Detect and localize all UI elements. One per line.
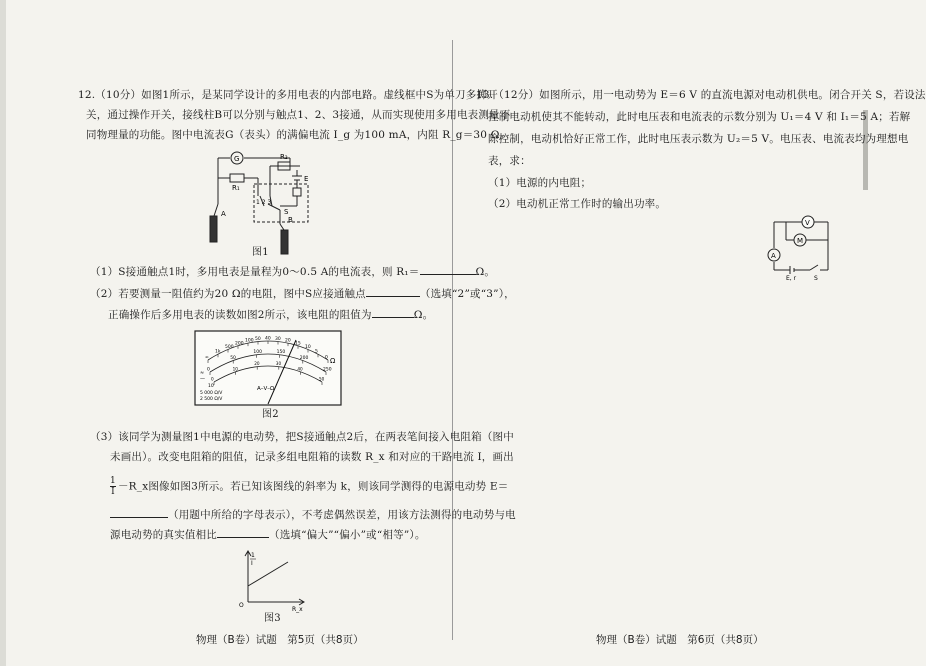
fig3-x-label: R_x: [292, 606, 303, 613]
q13-circuit-figure: [764, 212, 836, 282]
fig2-spec1: 5 000 Ω/V: [200, 391, 223, 396]
fig1-e-label: E: [304, 175, 309, 183]
q12-part2b-text: 正确操作后多用电表的读数如图2所示，该电阻的阻值为: [108, 309, 372, 321]
q13-source-label: E, r: [786, 275, 797, 282]
ohm-scale-label: 5: [315, 349, 318, 355]
figure-3-graph: [236, 548, 308, 614]
ohm-scale-label: 10: [305, 344, 311, 350]
q13-voltmeter-label: V: [805, 219, 810, 227]
q13-line3: 除控制，电动机恰好正常工作，此时电压表示数为 U₂＝5 V。电压表、电流表均为理想电: [488, 133, 909, 145]
q12-part3b: 未画出）。改变电阻箱的阻值，记录多组电阻箱的读数 R_x 和对应的干路电流 I，画出: [110, 451, 514, 463]
fig1-r2-label: R₂: [280, 153, 288, 161]
fraction-den: I: [111, 487, 115, 497]
figure-1-circuit: [200, 148, 340, 260]
ohm-scale-label: 15: [295, 341, 301, 347]
ohm-scale-label: 0: [325, 355, 328, 361]
ohm-scale-label: 500: [225, 344, 234, 350]
fig3-y-den: I: [251, 560, 253, 567]
q13-motor-label: M: [797, 237, 804, 245]
ohm-scale-label: 30: [275, 337, 281, 343]
q12-part2a-tail: （选填“2”或“3”），: [419, 288, 515, 300]
q12-part3e: [110, 528, 426, 542]
q12-part3c-text: 图像如图3所示。若已知该图线的斜率为 k，则该同学测得的电源电动势 E＝: [148, 480, 509, 493]
v-scale-label: 200: [299, 355, 309, 361]
v-scale-2-label: 10: [232, 366, 238, 372]
q13-line4: 表，求：: [488, 155, 531, 167]
fig2-dc: —: [200, 376, 205, 382]
q12-part2b: [108, 308, 433, 322]
fig1-a-label: A: [221, 210, 226, 218]
fig2-center-label: A–V–Ω: [257, 386, 275, 392]
footer-page-5: 物理（B卷）试题 第5页（共8页）: [196, 634, 364, 646]
fig2-caption: 图2: [262, 409, 279, 420]
q13-line2: 控制电动机使其不能转动，此时电压表和电流表的示数分别为 U₁＝4 V 和 I₁＝5 A；若解: [488, 111, 911, 123]
answer-blank-r1: [420, 274, 476, 275]
figure-2-meter-dial: [194, 330, 342, 408]
fraction-1-over-i: [110, 476, 116, 497]
fig1-r1-label: R₁: [232, 184, 240, 192]
q12-part3e-text: 源电动势的真实值相比: [110, 529, 217, 541]
fraction-tail: －R_x: [117, 480, 149, 493]
ohm-scale-label: ∞: [205, 355, 209, 361]
q13-sub2: （2）电动机正常工作时的输出功率。: [488, 198, 667, 210]
v-scale-2-label: 30: [275, 361, 282, 367]
answer-blank-emf: [110, 517, 168, 518]
q13-line1: 13.（12分）如图所示，用一电动势为 E＝6 V 的直流电源对电动机供电。闭合开关 S，若设法: [476, 89, 926, 101]
ohm-scale-label: 1k: [215, 349, 221, 355]
v-scale-label: 50: [230, 355, 236, 361]
q13-sub1: （1）电源的内电阻；: [488, 177, 592, 189]
q12-part1: [90, 265, 495, 279]
v-scale-label: 250: [323, 367, 332, 373]
fig2-ten: 10: [208, 384, 214, 389]
ohm-scale-label: 20: [285, 338, 291, 344]
ohm-scale-label: 40: [265, 336, 271, 342]
fig1-contacts-label: 1 2 3: [256, 199, 272, 206]
q12-part3c: [110, 476, 508, 497]
ohm-scale-label: 200: [235, 341, 244, 347]
q12-part1-unit: Ω。: [475, 266, 496, 278]
fig1-s-label: S: [284, 208, 289, 216]
v-scale-label: 0: [207, 367, 210, 373]
page-edge-left: [0, 0, 6, 666]
q12-part3e-tail: （选填“偏大”“偏小”或“相等”）。: [269, 529, 426, 541]
fraction-num: 1: [110, 476, 116, 486]
fig3-caption: 图3: [264, 613, 281, 624]
footer-page-6: 物理（B卷）试题 第6页（共8页）: [596, 634, 764, 646]
q12-part2b-unit: Ω。: [413, 309, 434, 321]
answer-blank-compare: [217, 537, 269, 538]
q12-part2a: [90, 287, 515, 301]
q12-part1-text: （1）S接通触点1时，多用电表是量程为0～0.5 A的电流表，则 R₁＝: [90, 266, 420, 278]
q12-line3: 同物理量的功能。图中电流表G（表头）的满偏电流 I_g 为100 mA，内阻 R_g＝30 Ω。: [86, 129, 511, 141]
ohm-scale-label: 100: [245, 338, 254, 344]
v-scale-2-label: 20: [254, 361, 260, 367]
q12-part2a-text: （2）若要测量一阻值约为20 Ω的电阻，图中S应接通触点: [90, 288, 366, 300]
q13-switch-label: S: [814, 275, 818, 282]
v-scale-label: 150: [276, 350, 286, 356]
fig3-y-num: 1: [251, 552, 255, 559]
fig2-ac: ≈: [200, 370, 205, 376]
v-scale-2-label: 50: [319, 376, 325, 382]
q12-part3d-text: （用题中所给的字母表示），不考虑偶然误差，用该方法测得的电动势与电: [168, 509, 516, 521]
ohm-scale-label: 50: [255, 337, 261, 343]
q13-ammeter-label: A: [771, 252, 776, 260]
fig1-caption: 图1: [252, 247, 269, 258]
fig2-spec2: 2 500 Ω/V: [200, 397, 223, 402]
v-scale-label: 100: [253, 350, 262, 356]
q12-line2: 关，通过操作开关，接线柱B可以分别与触点1、2、3接通，从而实现使用多用电表测量不: [86, 109, 511, 121]
fig1-b-label: B: [288, 216, 293, 224]
fig1-g-label: G: [234, 155, 240, 163]
q12-part3a: （3）该同学为测量图1中电源的电动势，把S接通触点2后，在两表笔间接入电阻箱（图中: [90, 431, 514, 443]
answer-blank-contact: [366, 296, 420, 297]
v-scale-2-label: 40: [297, 366, 303, 372]
q12-line1: 12.（10分）如图1所示，是某同学设计的多用电表的内部电路。虚线框中S为单刀多掷开: [78, 89, 498, 101]
answer-blank-resistance: [372, 317, 414, 318]
fig2-omega: Ω: [330, 357, 336, 365]
q12-part3d: [110, 508, 516, 522]
fig3-origin: O: [239, 602, 244, 609]
v-scale-2-label: 0: [211, 376, 214, 382]
